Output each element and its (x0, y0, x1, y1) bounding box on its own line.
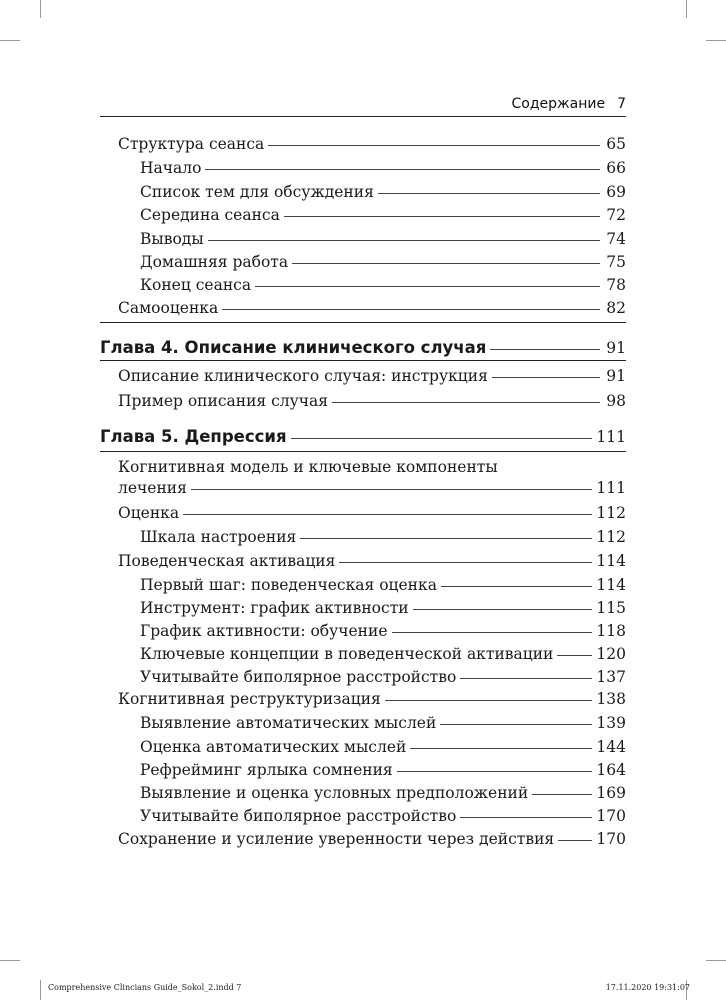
toc-entry: Структура сеанса 65 (118, 135, 626, 153)
toc-entry: Начало 66 (140, 159, 626, 177)
toc-entry: Выявление и оценка условных предположений 169 (140, 784, 626, 802)
section-divider (100, 360, 626, 361)
toc-entry: Учитывайте биполярное расстройство 137 (140, 668, 626, 686)
toc-entry: Оценка автоматических мыслей 144 (140, 738, 626, 756)
toc-entry: Оценка 112 (118, 504, 626, 522)
toc-entry: Ключевые концепции в поведенческой активации 120 (140, 645, 626, 663)
toc-entry: Выявление автоматических мыслей 139 (140, 714, 626, 732)
print-slug-timestamp: 17.11.2020 19:31:07 (605, 983, 690, 992)
toc-entry: Учитывайте биполярное расстройство 170 (140, 807, 626, 825)
toc-entry: Сохранение и усиление уверенности через действия 170 (118, 830, 626, 848)
toc-entry: Домашняя работа 75 (140, 253, 626, 271)
toc-entry: Выводы 74 (140, 230, 626, 248)
toc-entry: Рефрейминг ярлыка сомнения 164 (140, 761, 626, 779)
toc-entry: Конец сеанса 78 (140, 276, 626, 294)
crop-mark (0, 960, 20, 961)
toc-entry-line1: Когнитивная модель и ключевые компоненты (118, 458, 498, 476)
toc-entry: Инструмент: график активности 115 (140, 599, 626, 617)
running-header (100, 96, 626, 117)
section-divider (100, 322, 626, 323)
toc-entry: Описание клинического случая: инструкция 91 (118, 367, 626, 385)
toc-entry: Середина сеанса 72 (140, 206, 626, 224)
header-section-title: Содержание (511, 96, 606, 112)
toc-entry: Пример описания случая 98 (118, 392, 626, 410)
crop-mark (706, 960, 726, 961)
toc-entry: Поведенческая активация 114 (118, 552, 626, 570)
crop-mark (0, 40, 20, 41)
toc-entry: Список тем для обсуждения 69 (140, 183, 626, 201)
toc-chapter-heading: Глава 4. Описание клинического случая 91 (100, 338, 626, 357)
crop-mark (706, 40, 726, 41)
toc-entry: Самооценка 82 (118, 299, 626, 317)
crop-mark (686, 0, 687, 18)
section-divider (100, 451, 626, 452)
toc-entry: лечения 111 (118, 479, 626, 497)
crop-mark (40, 980, 41, 1000)
crop-mark (40, 0, 41, 18)
toc-entry: Первый шаг: поведенческая оценка 114 (140, 576, 626, 594)
toc-entry: Когнитивная реструктуризация 138 (118, 690, 626, 708)
toc-entry: Шкала настроения 112 (140, 528, 626, 546)
toc-entry: График активности: обучение 118 (140, 622, 626, 640)
toc-chapter-heading: Глава 5. Депрессия 111 (100, 427, 626, 446)
header-page-number: 7 (617, 96, 626, 112)
print-slug-filename: Comprehensive Clincians Guide_Sokol_2.indd 7 (48, 983, 242, 992)
